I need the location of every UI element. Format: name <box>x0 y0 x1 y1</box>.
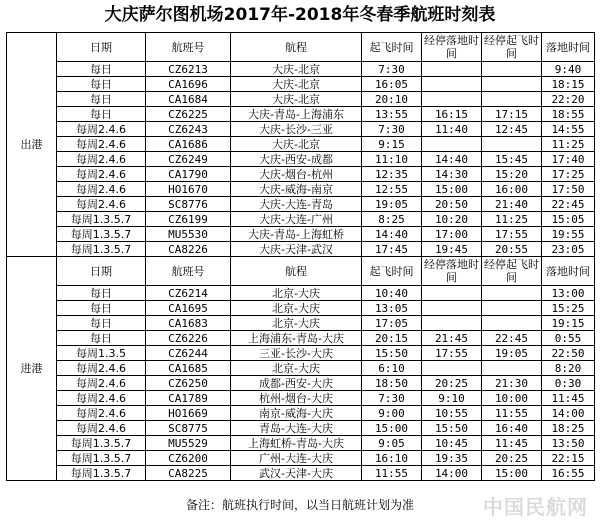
cell-dep: 17:05 <box>362 316 422 331</box>
cell-date: 每周1.3.5.7 <box>57 436 146 451</box>
cell-route: 大庆-大连-青岛 <box>231 197 362 212</box>
cell-route: 南京-威海-大庆 <box>231 406 362 421</box>
cell-arr: 14:55 <box>542 122 595 137</box>
cell-route: 大庆-北京 <box>231 92 362 107</box>
cell-sdep: 22:45 <box>482 331 542 346</box>
cell-arr: 22:45 <box>542 197 595 212</box>
cell-dep: 20:15 <box>362 331 422 346</box>
cell-sdep: 17:55 <box>482 227 542 242</box>
cell-route: 上海浦东-青岛-大庆 <box>231 331 362 346</box>
cell-route: 大庆-北京 <box>231 62 362 77</box>
cell-date: 每日 <box>57 107 146 122</box>
cell-flight: CZ6225 <box>146 107 231 122</box>
cell-sarr <box>422 316 482 331</box>
cell-sarr <box>422 286 482 301</box>
cell-date: 每周2.4.6 <box>57 167 146 182</box>
cell-route: 青岛-大连-大庆 <box>231 421 362 436</box>
cell-date: 每周1.3.5.7 <box>57 466 146 481</box>
cell-dep: 10:40 <box>362 286 422 301</box>
outbound-flight-row <box>7 122 595 137</box>
inbound-flight-row <box>7 286 595 301</box>
cell-sdep: 11:25 <box>482 212 542 227</box>
cell-sarr: 20:50 <box>422 197 482 212</box>
cell-dep: 9:00 <box>362 406 422 421</box>
cell-flight: CA1685 <box>146 361 231 376</box>
inbound-flight-row <box>7 331 595 346</box>
cell-date: 每日 <box>57 92 146 107</box>
cell-sdep: 12:45 <box>482 122 542 137</box>
cell-arr: 11:45 <box>542 391 595 406</box>
cell-dep: 12:35 <box>362 167 422 182</box>
page-title: 大庆萨尔图机场2017年-2018年冬春季航班时刻表 <box>104 5 496 25</box>
cell-date: 每日 <box>57 77 146 92</box>
cell-flight: CA1789 <box>146 391 231 406</box>
outbound-flight-row <box>7 62 595 77</box>
cell-route: 大庆-烟台-杭州 <box>231 167 362 182</box>
cell-sarr <box>422 77 482 92</box>
cell-sarr: 15:00 <box>422 182 482 197</box>
cell-date: 每周1.3.5 <box>57 346 146 361</box>
cell-route: 大庆-大连-广州 <box>231 212 362 227</box>
cell-date: 每日 <box>57 316 146 331</box>
cell-route: 北京-大庆 <box>231 316 362 331</box>
schedule-table <box>6 32 595 481</box>
cell-arr: 22:50 <box>542 346 595 361</box>
outbound-flight-row <box>7 182 595 197</box>
cell-dep: 6:10 <box>362 361 422 376</box>
inbound-flight-row <box>7 421 595 436</box>
cell-sdep <box>482 316 542 331</box>
cell-route: 杭州-烟台-大庆 <box>231 391 362 406</box>
cell-route: 北京-大庆 <box>231 361 362 376</box>
cell-arr: 18:25 <box>542 421 595 436</box>
cell-flight: HO1669 <box>146 406 231 421</box>
inbound-flight-row <box>7 391 595 406</box>
cell-route: 大庆-北京 <box>231 137 362 152</box>
cell-route: 大庆-天津-武汉 <box>231 242 362 257</box>
inbound-flight-row <box>7 436 595 451</box>
outbound-flight-row <box>7 107 595 122</box>
cell-sarr: 14:40 <box>422 152 482 167</box>
cell-flight: CA8226 <box>146 242 231 257</box>
cell-sarr: 17:55 <box>422 346 482 361</box>
column-header-date: 日期 <box>57 257 146 286</box>
cell-dep: 15:00 <box>362 421 422 436</box>
cell-sdep <box>482 137 542 152</box>
column-header-flight: 航班号 <box>146 257 231 286</box>
cell-arr: 22:15 <box>542 451 595 466</box>
column-header-arrive: 落地时间 <box>542 257 595 286</box>
cell-sarr <box>422 301 482 316</box>
inbound-flight-row <box>7 466 595 481</box>
cell-sdep <box>482 301 542 316</box>
cell-arr: 13:00 <box>542 286 595 301</box>
cell-sarr <box>422 361 482 376</box>
cell-sdep: 15:45 <box>482 152 542 167</box>
cell-dep: 15:50 <box>362 346 422 361</box>
cell-arr: 18:55 <box>542 107 595 122</box>
column-header-depart: 起飞时间 <box>362 257 422 286</box>
outbound-header-row <box>7 33 595 62</box>
cell-flight: CZ6249 <box>146 152 231 167</box>
cell-dep: 18:50 <box>362 376 422 391</box>
cell-dep: 11:10 <box>362 152 422 167</box>
cell-route: 大庆-青岛-上海虹桥 <box>231 227 362 242</box>
cell-arr: 16:55 <box>542 466 595 481</box>
inbound-flight-row <box>7 451 595 466</box>
column-header-date: 日期 <box>57 33 146 62</box>
outbound-flight-row <box>7 227 595 242</box>
cell-arr: 15:25 <box>542 301 595 316</box>
cell-dep: 7:30 <box>362 391 422 406</box>
cell-flight: CA1696 <box>146 77 231 92</box>
cell-flight: CZ6199 <box>146 212 231 227</box>
cell-flight: CA1695 <box>146 301 231 316</box>
cell-dep: 7:30 <box>362 122 422 137</box>
cell-sarr: 9:10 <box>422 391 482 406</box>
cell-date: 每周1.3.5.7 <box>57 242 146 257</box>
cell-sdep: 20:55 <box>482 242 542 257</box>
cell-arr: 9:40 <box>542 62 595 77</box>
cell-flight: SC8776 <box>146 197 231 212</box>
cell-sdep <box>482 62 542 77</box>
inbound-flight-row <box>7 361 595 376</box>
cell-date: 每周1.3.5.7 <box>57 212 146 227</box>
cell-sdep: 21:30 <box>482 376 542 391</box>
cell-sdep <box>482 361 542 376</box>
outbound-flight-row <box>7 152 595 167</box>
cell-flight: CA1790 <box>146 167 231 182</box>
cell-sarr: 17:00 <box>422 227 482 242</box>
cell-date: 每日 <box>57 331 146 346</box>
cell-date: 每周1.3.5.7 <box>57 227 146 242</box>
cell-dep: 16:05 <box>362 77 422 92</box>
cell-arr: 17:40 <box>542 152 595 167</box>
cell-flight: MU5530 <box>146 227 231 242</box>
cell-arr: 22:20 <box>542 92 595 107</box>
cell-date: 每周2.4.6 <box>57 152 146 167</box>
cell-sarr: 20:25 <box>422 376 482 391</box>
cell-sarr: 10:55 <box>422 406 482 421</box>
outbound-group-label: 出港 <box>7 33 57 257</box>
cell-route: 大庆-北京 <box>231 77 362 92</box>
cell-date: 每周2.4.6 <box>57 391 146 406</box>
cell-arr: 23:05 <box>542 242 595 257</box>
outbound-flight-row <box>7 212 595 227</box>
cell-sdep: 10:00 <box>482 391 542 406</box>
cell-route: 大庆-西安-成都 <box>231 152 362 167</box>
cell-dep: 20:10 <box>362 92 422 107</box>
column-header-route: 航程 <box>231 33 362 62</box>
cell-sdep: 11:55 <box>482 406 542 421</box>
outbound-flight-row <box>7 137 595 152</box>
cell-sdep: 16:00 <box>482 182 542 197</box>
cell-dep: 13:55 <box>362 107 422 122</box>
cell-route: 广州-大连-大庆 <box>231 451 362 466</box>
cell-flight: CZ6214 <box>146 286 231 301</box>
cell-arr: 14:00 <box>542 406 595 421</box>
cell-route: 大庆-长沙-三亚 <box>231 122 362 137</box>
cell-flight: CZ6213 <box>146 62 231 77</box>
cell-sdep: 15:00 <box>482 466 542 481</box>
cell-dep: 13:05 <box>362 301 422 316</box>
inbound-header-row <box>7 257 595 286</box>
outbound-flight-row <box>7 77 595 92</box>
column-header-flight: 航班号 <box>146 33 231 62</box>
outbound-flight-row <box>7 242 595 257</box>
column-header-stop_depart: 经停起飞时间 <box>482 257 542 286</box>
cell-sarr: 14:00 <box>422 466 482 481</box>
inbound-flight-row <box>7 301 595 316</box>
cell-sdep <box>482 286 542 301</box>
cell-sdep: 21:40 <box>482 197 542 212</box>
cell-dep: 16:10 <box>362 451 422 466</box>
cell-date: 每周2.4.6 <box>57 137 146 152</box>
cell-arr: 17:50 <box>542 182 595 197</box>
cell-route: 大庆-威海-南京 <box>231 182 362 197</box>
footnote: 备注：航班执行时间，以当日航班计划为准 <box>185 498 414 512</box>
cell-sarr <box>422 62 482 77</box>
cell-sarr: 10:20 <box>422 212 482 227</box>
column-header-depart: 起飞时间 <box>362 33 422 62</box>
watermark-logo: 中国民航网 <box>483 495 588 519</box>
cell-route: 成都-西安-大庆 <box>231 376 362 391</box>
inbound-flight-row <box>7 316 595 331</box>
cell-route: 三亚-长沙-大庆 <box>231 346 362 361</box>
inbound-flight-row <box>7 406 595 421</box>
cell-dep: 8:25 <box>362 212 422 227</box>
outbound-flight-row <box>7 167 595 182</box>
cell-date: 每日 <box>57 286 146 301</box>
cell-flight: CA1684 <box>146 92 231 107</box>
inbound-flight-row <box>7 346 595 361</box>
cell-dep: 11:55 <box>362 466 422 481</box>
cell-flight: CZ6200 <box>146 451 231 466</box>
cell-date: 每周2.4.6 <box>57 361 146 376</box>
cell-flight: CA8225 <box>146 466 231 481</box>
cell-arr: 0:30 <box>542 376 595 391</box>
cell-date: 每日 <box>57 62 146 77</box>
cell-arr: 19:55 <box>542 227 595 242</box>
column-header-stop_arrive: 经停落地时间 <box>422 33 482 62</box>
cell-route: 武汉-天津-大庆 <box>231 466 362 481</box>
cell-sarr: 10:45 <box>422 436 482 451</box>
cell-arr: 19:15 <box>542 316 595 331</box>
cell-sarr <box>422 137 482 152</box>
cell-date: 每周2.4.6 <box>57 122 146 137</box>
cell-flight: CA1683 <box>146 316 231 331</box>
cell-flight: MU5529 <box>146 436 231 451</box>
cell-flight: CZ6250 <box>146 376 231 391</box>
cell-date: 每日 <box>57 301 146 316</box>
cell-route: 北京-大庆 <box>231 286 362 301</box>
cell-sdep: 15:20 <box>482 167 542 182</box>
cell-dep: 9:15 <box>362 137 422 152</box>
cell-dep: 14:40 <box>362 227 422 242</box>
outbound-flight-row <box>7 197 595 212</box>
cell-route: 北京-大庆 <box>231 301 362 316</box>
inbound-flight-row <box>7 376 595 391</box>
cell-sarr: 14:30 <box>422 167 482 182</box>
cell-arr: 8:20 <box>542 361 595 376</box>
cell-arr: 13:50 <box>542 436 595 451</box>
cell-flight: CZ6243 <box>146 122 231 137</box>
cell-dep: 17:45 <box>362 242 422 257</box>
cell-sdep <box>482 92 542 107</box>
cell-sarr <box>422 92 482 107</box>
cell-arr: 15:05 <box>542 212 595 227</box>
cell-route: 上海虹桥-青岛-大庆 <box>231 436 362 451</box>
cell-sarr: 16:15 <box>422 107 482 122</box>
cell-sarr: 19:35 <box>422 451 482 466</box>
cell-sdep: 16:40 <box>482 421 542 436</box>
cell-arr: 11:25 <box>542 137 595 152</box>
column-header-stop_arrive: 经停落地时间 <box>422 257 482 286</box>
cell-dep: 19:05 <box>362 197 422 212</box>
cell-arr: 18:15 <box>542 77 595 92</box>
cell-arr: 0:55 <box>542 331 595 346</box>
cell-flight: HO1670 <box>146 182 231 197</box>
cell-arr: 17:25 <box>542 167 595 182</box>
cell-date: 每周1.3.5.7 <box>57 451 146 466</box>
inbound-group-label: 进港 <box>7 257 57 481</box>
column-header-arrive: 落地时间 <box>542 33 595 62</box>
cell-sarr: 21:45 <box>422 331 482 346</box>
cell-date: 每周2.4.6 <box>57 406 146 421</box>
cell-sdep: 20:25 <box>482 451 542 466</box>
cell-sdep: 11:45 <box>482 436 542 451</box>
cell-flight: CZ6226 <box>146 331 231 346</box>
cell-sarr: 15:50 <box>422 421 482 436</box>
cell-flight: CA1686 <box>146 137 231 152</box>
cell-date: 每周2.4.6 <box>57 182 146 197</box>
cell-dep: 7:30 <box>362 62 422 77</box>
cell-sdep: 17:15 <box>482 107 542 122</box>
cell-sarr: 11:40 <box>422 122 482 137</box>
column-header-stop_depart: 经停起飞时间 <box>482 33 542 62</box>
column-header-route: 航程 <box>231 257 362 286</box>
cell-flight: CZ6244 <box>146 346 231 361</box>
cell-dep: 9:05 <box>362 436 422 451</box>
cell-sdep: 19:05 <box>482 346 542 361</box>
cell-sdep <box>482 77 542 92</box>
cell-date: 每周2.4.6 <box>57 376 146 391</box>
outbound-flight-row <box>7 92 595 107</box>
cell-date: 每周2.4.6 <box>57 421 146 436</box>
cell-sarr: 19:45 <box>422 242 482 257</box>
cell-flight: SC8775 <box>146 421 231 436</box>
cell-date: 每周2.4.6 <box>57 197 146 212</box>
cell-dep: 12:55 <box>362 182 422 197</box>
cell-route: 大庆-青岛-上海浦东 <box>231 107 362 122</box>
